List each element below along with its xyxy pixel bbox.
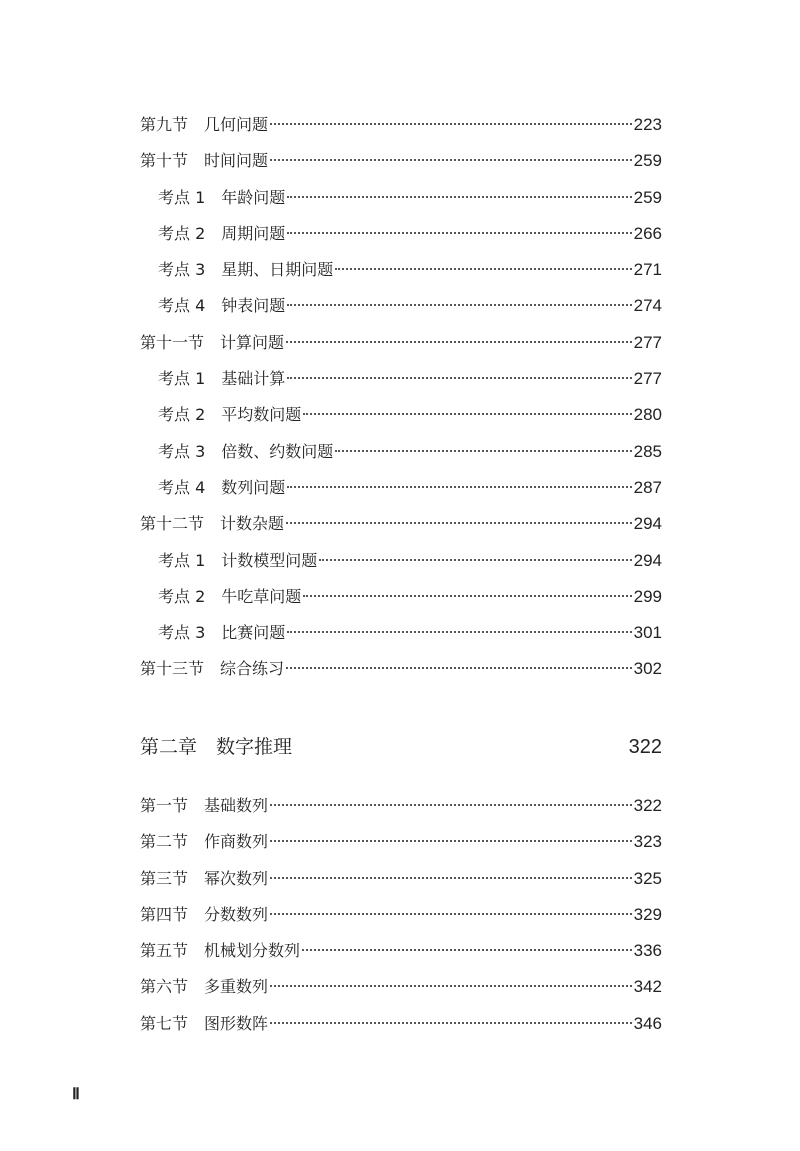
- dot-leader: [287, 232, 631, 234]
- toc-entry[interactable]: [140, 143, 662, 179]
- toc-subentry[interactable]: [140, 216, 662, 252]
- toc-entry-label: 考点 1 计数模型问题: [158, 550, 318, 570]
- toc-entry[interactable]: [140, 1006, 662, 1042]
- chapter-page-number: 322: [628, 736, 662, 758]
- dot-leader: [303, 595, 631, 597]
- toc-list-part2: [140, 788, 662, 1042]
- toc-subentry[interactable]: [140, 361, 662, 397]
- toc-entry-page-number: 299: [633, 586, 662, 606]
- toc-entry[interactable]: [140, 325, 662, 361]
- dot-leader: [270, 159, 632, 161]
- toc-entry-label: 考点 2 周期问题: [158, 223, 286, 243]
- dot-leader: [270, 804, 632, 806]
- dot-leader: [335, 450, 631, 452]
- chapter-heading[interactable]: [140, 732, 662, 759]
- toc-entry[interactable]: [140, 788, 662, 824]
- dot-leader: [335, 268, 631, 270]
- toc-subentry[interactable]: [140, 470, 662, 506]
- toc-entry-label: 考点 4 数列问题: [158, 477, 286, 497]
- toc-entry-page-number: 322: [633, 796, 662, 815]
- toc-entry-page-number: 302: [633, 659, 662, 679]
- toc-entry-page-number: 336: [633, 941, 662, 961]
- toc-entry-label: 考点 2 牛吃草问题: [158, 586, 302, 606]
- dot-leader: [319, 559, 631, 561]
- chapter-title: 第二章 数字推理: [140, 736, 293, 758]
- toc-entry-label: 考点 1 年龄问题: [158, 187, 286, 207]
- toc-entry-label: 考点 3 星期、日期问题: [158, 260, 334, 280]
- toc-entry-label: 第四节 分数数列: [140, 904, 269, 924]
- toc-entry-label: 第十一节 计算问题: [140, 332, 285, 352]
- dot-leader: [286, 667, 632, 669]
- toc-entry-page-number: 301: [633, 623, 662, 643]
- toc-entry-page-number: 346: [633, 1013, 662, 1033]
- toc-entry-label: 第十节 时间问题: [140, 151, 269, 171]
- toc-entry-label: 考点 2 平均数问题: [158, 405, 302, 425]
- toc-list-part1: [140, 107, 662, 688]
- dot-leader: [270, 985, 632, 987]
- toc-entry-label: 第十三节 综合练习: [140, 659, 285, 679]
- dot-leader: [270, 877, 632, 879]
- toc-entry-page-number: 323: [633, 832, 662, 852]
- dot-leader: [287, 304, 631, 306]
- dot-leader: [270, 1022, 632, 1024]
- dot-leader: [270, 840, 632, 842]
- toc-entry-page-number: 325: [633, 868, 662, 888]
- toc-entry-page-number: 287: [633, 477, 662, 497]
- toc-subentry[interactable]: [140, 579, 662, 615]
- toc-entry[interactable]: [140, 651, 662, 687]
- toc-entry-label: 考点 1 基础计算: [158, 369, 286, 389]
- toc-entry-page-number: 294: [633, 514, 662, 534]
- toc-entry-page-number: 342: [633, 977, 662, 997]
- dot-leader: [270, 913, 632, 915]
- toc-entry[interactable]: [140, 933, 662, 969]
- toc-entry-page-number: 259: [633, 151, 662, 171]
- toc-entry-label: 考点 4 钟表问题: [158, 296, 286, 316]
- toc-subentry[interactable]: [140, 252, 662, 288]
- toc-entry-page-number: 259: [633, 187, 662, 207]
- toc-entry-page-number: 223: [633, 115, 662, 134]
- toc-entry-page-number: 285: [633, 441, 662, 461]
- toc-entry-label: 第二节 作商数列: [140, 832, 269, 852]
- toc-subentry[interactable]: [140, 180, 662, 216]
- toc-entry[interactable]: [140, 969, 662, 1005]
- toc-subentry[interactable]: [140, 434, 662, 470]
- toc-entry-label: 第五节 机械划分数列: [140, 941, 301, 961]
- toc-entry-page-number: 277: [633, 369, 662, 389]
- toc-subentry[interactable]: [140, 543, 662, 579]
- toc-entry-label: 第六节 多重数列: [140, 977, 269, 997]
- dot-leader: [287, 377, 631, 379]
- dot-leader: [303, 413, 631, 415]
- dot-leader: [287, 196, 631, 198]
- dot-leader: [286, 522, 632, 524]
- toc-entry-label: 第九节 几何问题: [140, 115, 269, 134]
- toc-entry-page-number: 277: [633, 332, 662, 352]
- toc-entry-label: 第十二节 计数杂题: [140, 514, 285, 534]
- toc-entry-label: 第一节 基础数列: [140, 796, 269, 815]
- toc-entry[interactable]: [140, 897, 662, 933]
- dot-leader: [270, 123, 632, 125]
- toc-subentry[interactable]: [140, 615, 662, 651]
- dot-leader: [287, 486, 631, 488]
- toc-entry-page-number: 329: [633, 904, 662, 924]
- toc-entry[interactable]: [140, 861, 662, 897]
- dot-leader: [286, 341, 632, 343]
- page-folio: Ⅱ: [72, 1086, 80, 1103]
- toc-entry-page-number: 280: [633, 405, 662, 425]
- toc-entry[interactable]: [140, 107, 662, 143]
- toc-entry-page-number: 274: [633, 296, 662, 316]
- toc-entry-label: 考点 3 倍数、约数问题: [158, 441, 334, 461]
- toc-entry-label: 第七节 图形数阵: [140, 1013, 269, 1033]
- toc-entry-label: 第三节 幂次数列: [140, 868, 269, 888]
- toc-entry-page-number: 271: [633, 260, 662, 280]
- toc-subentry[interactable]: [140, 288, 662, 324]
- toc-entry-label: 考点 3 比赛问题: [158, 623, 286, 643]
- toc-entry-page-number: 266: [633, 223, 662, 243]
- toc-entry[interactable]: [140, 506, 662, 542]
- toc-entry-page-number: 294: [633, 550, 662, 570]
- toc-entry[interactable]: [140, 824, 662, 860]
- toc-subentry[interactable]: [140, 397, 662, 433]
- dot-leader: [302, 949, 632, 951]
- dot-leader: [287, 631, 631, 633]
